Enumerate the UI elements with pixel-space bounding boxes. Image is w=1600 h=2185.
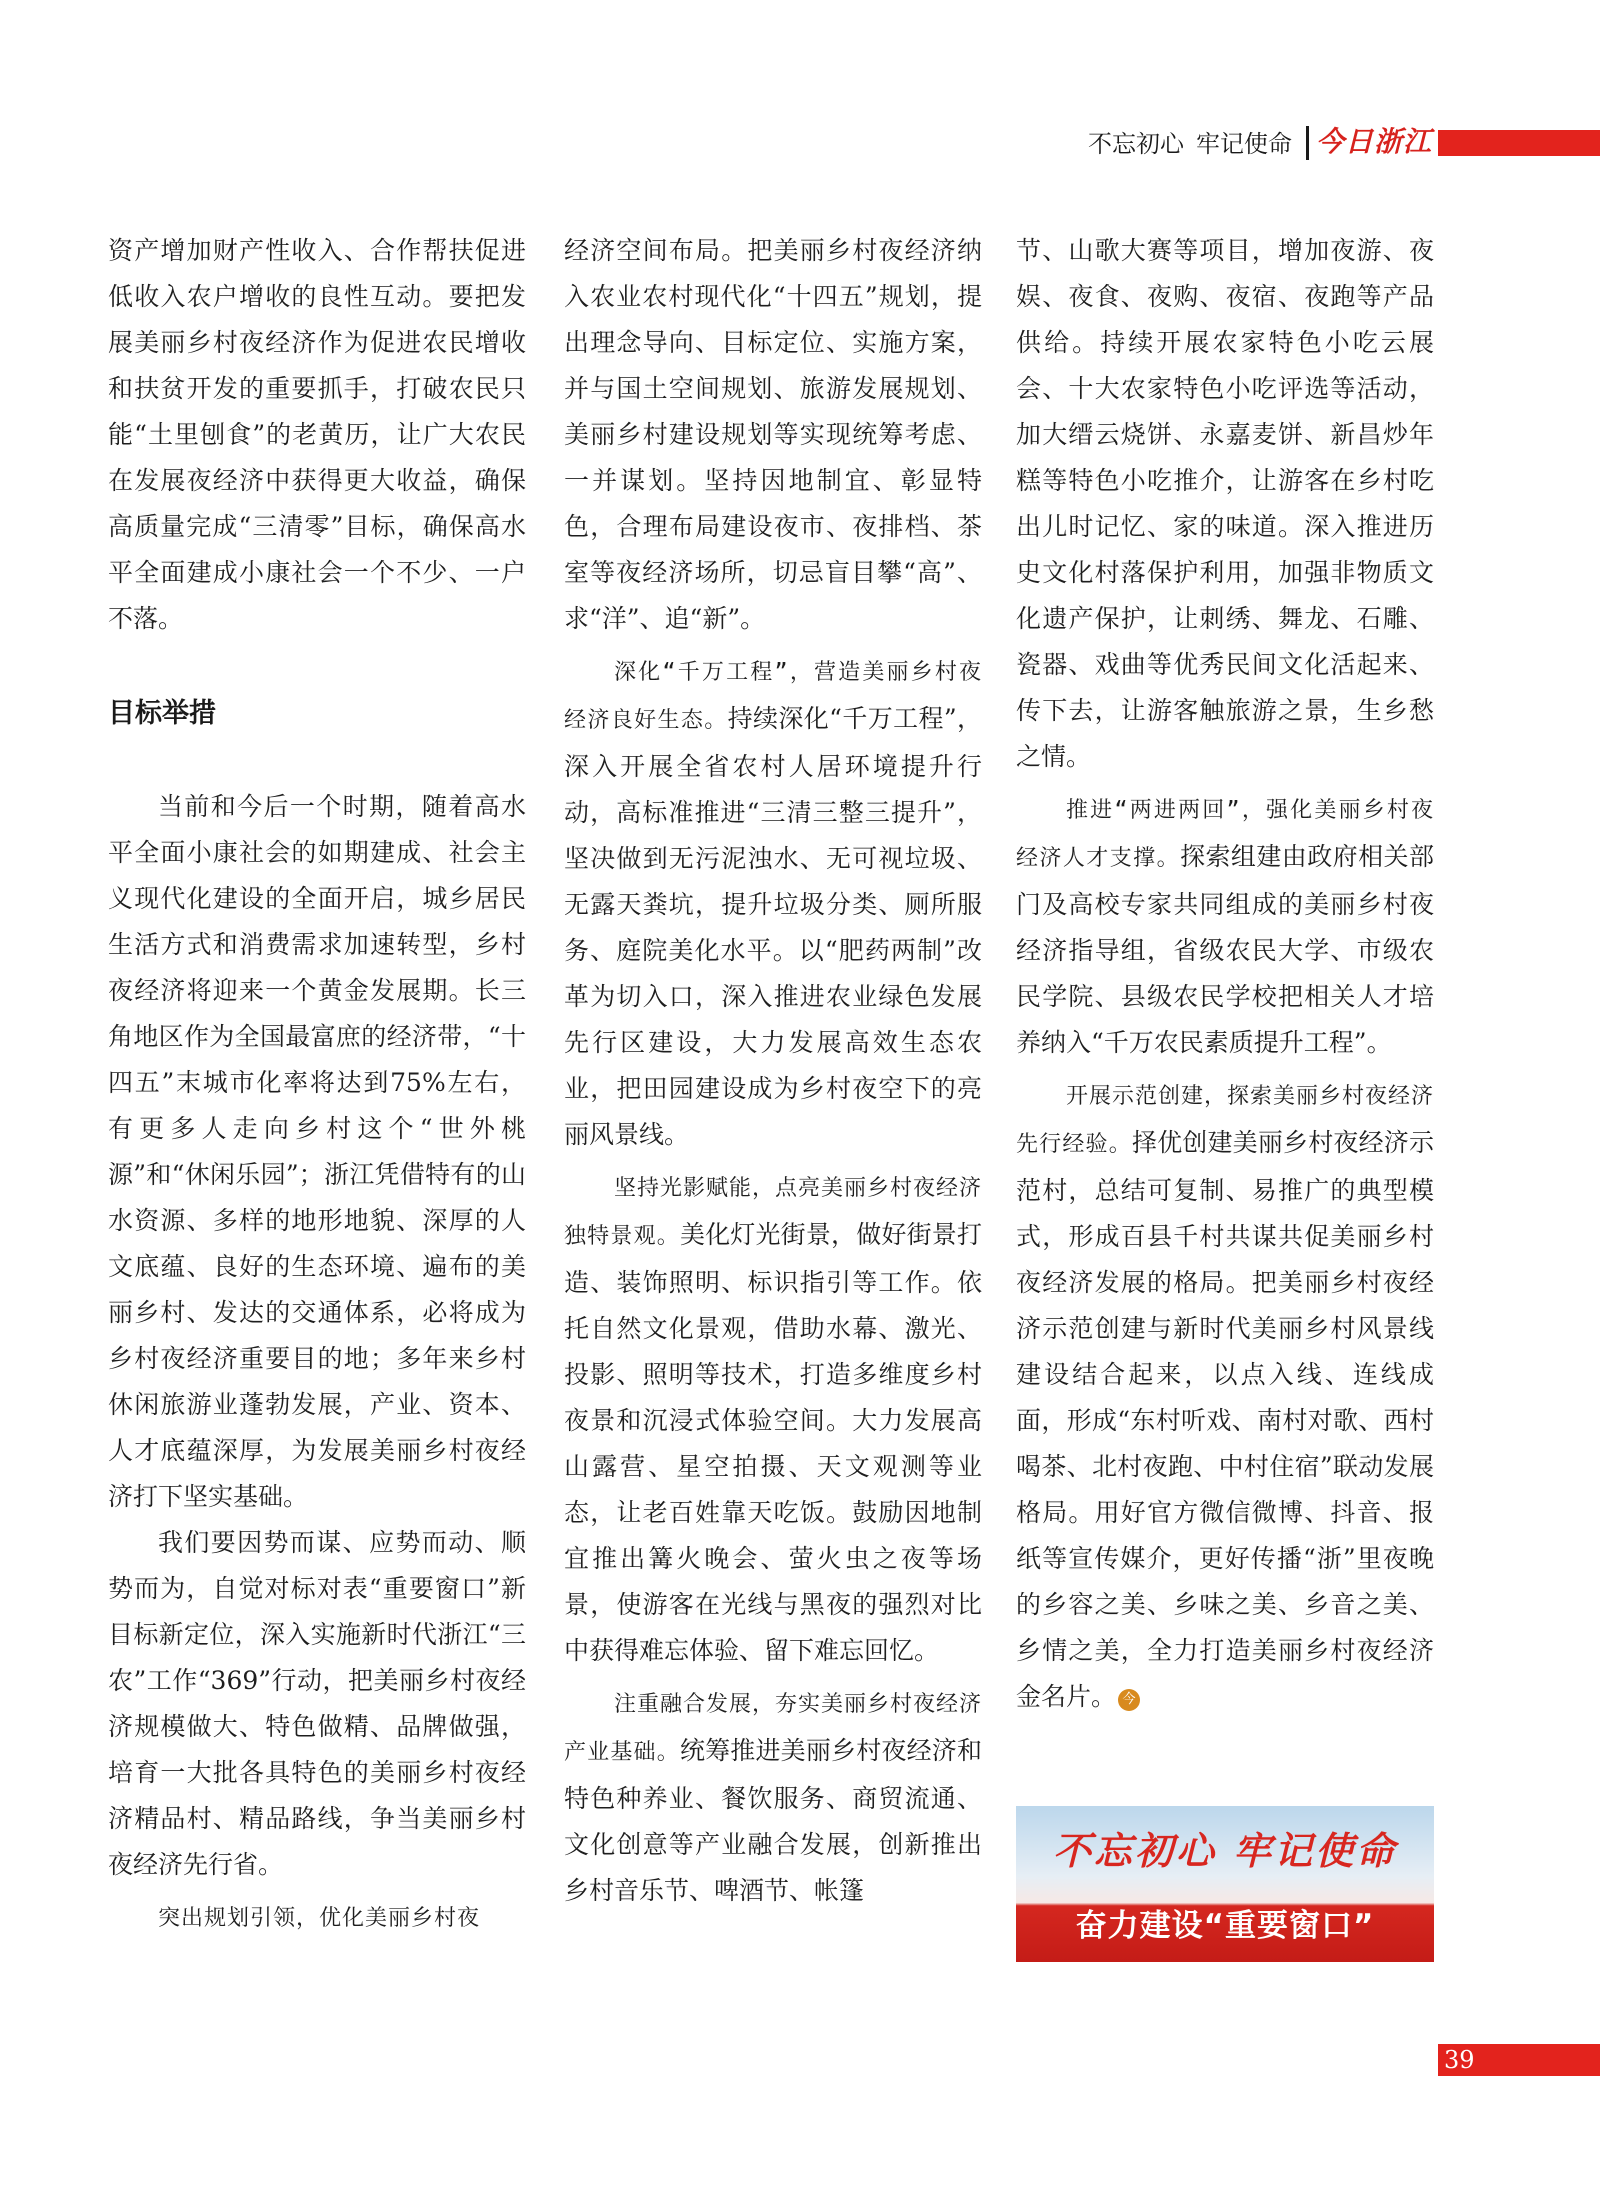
paragraph-lead: 坚持光影赋能，点亮美丽乡村夜经济独特景观。 — [564, 1176, 983, 1249]
article-column-2 — [564, 228, 982, 1914]
paragraph: 资产增加财产性收入、合作帮扶促进低收入农户增收的良性互动。要把发展美丽乡村夜经济作为促进农民增收和扶贫开发的重要抓手，打破农民只能“土里刨食”的老黄历，让广大农民在发展夜经济中获得更大收益，确保高质量完成“三清零”目标，确保高水平全面建成小康社会一个不少、一户不落。 — [108, 236, 526, 633]
paragraph — [1016, 1072, 1434, 1720]
paragraph-body: 择优创建美丽乡村夜经济示范村，总结可复制、易推广的典型模式，形成百县千村共谋共促美丽乡村夜经济发展的格局。把美丽乡村夜经济示范创建与新时代美丽乡村风景线建设结合起来，以点入线、连线成面，形成“东村听戏、南村对歌、西村喝茶、北村夜跑、中村住宿”联动发展格局。用好官方微信微博、抖音、报纸等宣传媒介，更好传播“浙”里夜晚的乡容之美、乡味之美、乡音之美、乡情之美，全力打造美丽乡村夜经济金名片。 — [1016, 1128, 1434, 1711]
header-slogan — [1088, 128, 1292, 160]
paragraph — [564, 1680, 982, 1914]
campaign-banner — [1016, 1806, 1434, 1962]
paragraph-lead: 深化“千万工程”，营造美丽乡村夜经济良好生态。 — [564, 660, 982, 733]
banner-subtitle: 奋力建设“重要窗口” — [1075, 1908, 1375, 1944]
slogan-left: 不忘初心 — [1088, 130, 1184, 158]
section-heading: 目标举措 — [108, 698, 216, 729]
article-column-1 — [108, 228, 526, 1942]
paragraph — [1016, 786, 1434, 1066]
paragraph: 当前和今后一个时期，随着高水平全面小康社会的如期建成、社会主义现代化建设的全面开启，城乡居民生活方式和消费需求加速转型，乡村夜经济将迎来一个黄金发展期。长三角地区作为全国最富庶的经济带，“十四五”末城市化率将达到75%左右，有更多人走向乡村这个“世外桃源”和“休闲乐园”；浙江凭借特有的山水资源、多样的地形地貌、深厚的人文底蕴、良好的生态环境、遍布的美丽乡村、发达的交通体系，必将成为乡村夜经济重要目的地；多年来乡村休闲旅游业蓬勃发展，产业、资本、人才底蕴深厚，为发展美丽乡村夜经济打下坚实基础。 — [108, 792, 526, 1511]
paragraph-body: 统筹推进美丽乡村夜经济和特色种养业、餐饮服务、商贸流通、文化创意等产业融合发展，创新推出乡村音乐节、啤酒节、帐篷 — [564, 1736, 982, 1905]
paragraph-lead: 推进“两进两回”，强化美丽乡村夜经济人才支撑。 — [1016, 798, 1434, 871]
paragraph-lead: 突出规划引领，优化美丽乡村夜 — [158, 1906, 481, 1931]
header-accent-bar — [1438, 130, 1600, 156]
paragraph — [564, 1164, 982, 1674]
magazine-logo: 今日浙江 — [1316, 125, 1433, 158]
slogan-right: 牢记使命 — [1196, 130, 1292, 158]
paragraph-lead: 开展示范创建，探索美丽乡村夜经济先行经验。 — [1016, 1084, 1435, 1157]
paragraph-body: 美化灯光街景，做好街景打造、装饰照明、标识指引等工作。依托自然文化景观，借助水幕、激光、投影、照明等技术，打造多维度乡村夜景和沉浸式体验空间。大力发展高山露营、星空拍摄、天文观测等业态，让老百姓靠天吃饭。鼓励因地制宜推出篝火晚会、萤火虫之夜等场景，使游客在光线与黑夜的强烈对比中获得难忘体验、留下难忘回忆。 — [564, 1220, 982, 1665]
paragraph-body: 探索组建由政府相关部门及高校专家共同组成的美丽乡村夜经济指导组，省级农民大学、市级农民学院、县级农民学校把相关人才培养纳入“千万农民素质提升工程”。 — [1016, 842, 1434, 1057]
paragraph: 我们要因势而谋、应势而动、顺势而为，自觉对标对表“重要窗口”新目标新定位，深入实施新时代浙江“三农”工作“369”行动，把美丽乡村夜经济规模做大、特色做精、品牌做强，培育一大批各具特色的美丽乡村夜经济精品村、精品路线，争当美丽乡村夜经济先行省。 — [108, 1528, 526, 1879]
paragraph: 节、山歌大赛等项目，增加夜游、夜娱、夜食、夜购、夜宿、夜跑等产品供给。持续开展农家特色小吃云展会、十大农家特色小吃评选等活动，加大缙云烧饼、永嘉麦饼、新昌炒年糕等特色小吃推介，让游客在乡村吃出儿时记忆、家的味道。深入推进历史文化村落保护利用，加强非物质文化遗产保护，让刺绣、舞龙、石雕、瓷器、戏曲等优秀民间文化活起来、传下去，让游客触旅游之景，生乡愁之情。 — [1016, 236, 1434, 771]
page-number: 39 — [1444, 2046, 1475, 2074]
paragraph: 经济空间布局。把美丽乡村夜经济纳入农业农村现代化“十四五”规划，提出理念导向、目标定位、实施方案，并与国土空间规划、旅游发展规划、美丽乡村建设规划等实现统筹考虑、一并谋划。坚持因地制宜、彰显特色，合理布局建设夜市、夜排档、茶室等夜经济场所，切忌盲目攀“高”、求“洋”、追“新”。 — [564, 236, 982, 633]
header-divider — [1306, 126, 1309, 160]
paragraph-lead: 注重融合发展，夯实美丽乡村夜经济产业基础。 — [564, 1692, 983, 1765]
paragraph — [108, 1894, 526, 1942]
banner-title: 不忘初心 牢记使命 — [1052, 1828, 1398, 1873]
paragraph — [564, 648, 982, 1158]
paragraph-body: 持续深化“千万工程”，深入开展全省农村人居环境提升行动，高标准推进“三清三整三提升”，坚决做到无污泥浊水、无可视垃圾、无露天粪坑，提升垃圾分类、厕所服务、庭院美化水平。以“肥药两制”改革为切入口，深入推进农业绿色发展先行区建设，大力发展高效生态农业，把田园建设成为乡村夜空下的亮丽风景线。 — [564, 704, 982, 1149]
article-column-3 — [1016, 228, 1434, 1720]
end-mark-icon: 今 — [1118, 1689, 1140, 1711]
